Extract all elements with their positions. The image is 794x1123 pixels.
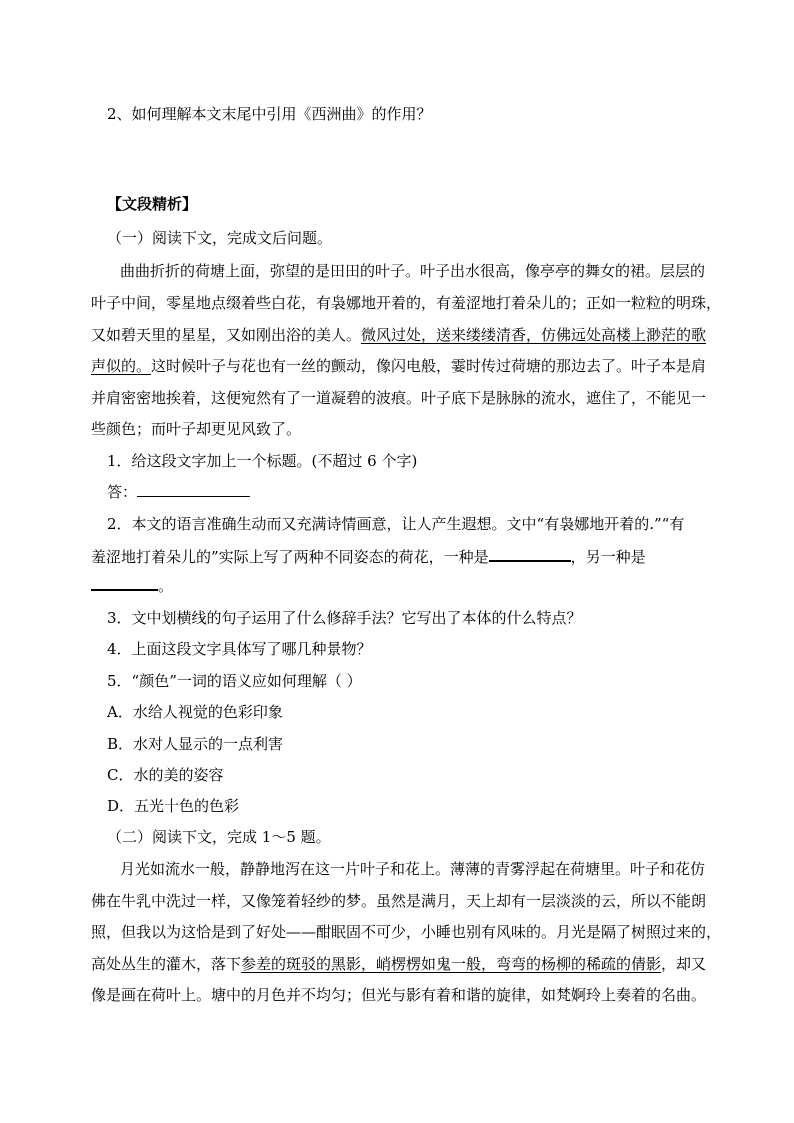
underlined-sentence-part1: 微风过处，送来缕缕清香，仿佛远处高楼上渺茫的歌 bbox=[361, 326, 707, 344]
answer-1 bbox=[107, 482, 250, 502]
passage1-line5: 并肩密密地挨着，这便宛然有了一道凝碧的波痕。叶子底下是脉脉的流水，遮住了，不能见一 bbox=[91, 389, 707, 407]
passage2-underlined: 参差的斑驳的黑影，峭楞楞如鬼一般，弯弯的杨柳的稀疏的倩影 bbox=[241, 955, 662, 973]
passage1-line1: 曲曲折折的荷塘上面，弥望的是田田的叶子。叶子出水很高，像亭亭的舞女的裙。层层的 bbox=[120, 262, 706, 280]
question-prev: 2、如何理解本文末尾中引用《西洲曲》的作用？ bbox=[107, 105, 432, 123]
passage1-line4-text: 这时候叶子与花也有一丝的颤动，像闪电般，霎时传过荷塘的那边去了。叶子本是肩 bbox=[151, 357, 707, 375]
option-d: D．五光十色的色彩 bbox=[107, 797, 240, 815]
passage2-line3: 照，但我以为这恰是到了好处——酣眠固不可少，小睡也别有风味的。月光是隔了树照过来的， bbox=[91, 923, 722, 941]
passage1-line3-text: 又如碧天里的星星，又如刚出浴的美人。 bbox=[91, 326, 362, 344]
passage1-line6: 些颜色；而叶子却更见风致了。 bbox=[91, 420, 302, 438]
question-2-line2 bbox=[91, 546, 646, 567]
part1-intro: （一）阅读下文，完成文后问题。 bbox=[107, 229, 333, 247]
option-a: A．水给人视觉的色彩印象 bbox=[107, 703, 283, 721]
question-2-end: 。 bbox=[158, 577, 174, 595]
section-title: 【文段精析】 bbox=[107, 195, 198, 213]
passage1-line3 bbox=[91, 325, 706, 345]
question-2-text-b: ，另一种是 bbox=[570, 548, 646, 566]
option-b: B．水对人显示的一点利害 bbox=[107, 735, 284, 753]
passage1-line4 bbox=[91, 356, 706, 376]
passage2-line4 bbox=[91, 954, 706, 974]
passage2-line4-text-a: 高处丛生的灌木，落下 bbox=[91, 955, 242, 973]
answer-1-blank[interactable] bbox=[137, 482, 250, 497]
part2-intro: （二）阅读下文，完成 1～5 题。 bbox=[107, 828, 331, 846]
passage2-line2: 佛在牛乳中洗过一样，又像笼着轻纱的梦。虽然是满月，天上却有一层淡淡的云，所以不能朗 bbox=[91, 892, 707, 910]
question-5: 5．“颜色”一词的语义应如何理解（ ） bbox=[107, 672, 362, 690]
underlined-sentence-part2: 声似的。 bbox=[91, 357, 152, 375]
passage2-line5: 像是画在荷叶上。塘中的月色并不均匀；但光与影有着和谐的旋律，如梵婀玲上奏着的名曲。 bbox=[91, 986, 707, 1004]
question-2-blank-2[interactable] bbox=[91, 575, 158, 591]
option-c: C．水的美的姿容 bbox=[107, 766, 224, 784]
question-2-blank-1[interactable] bbox=[489, 546, 571, 562]
question-2-line1: 2．本文的语言准确生动而又充满诗情画意，让人产生遐想。文中“有袅娜地开着的.”“有 bbox=[107, 515, 685, 533]
passage2-line4-text-b: ，却又 bbox=[661, 955, 707, 973]
question-4: 4．上面这段文字具体写了哪几种景物？ bbox=[107, 640, 372, 658]
question-3: 3．文中划横线的句子运用了什么修辞手法？它写出了本体的什么特点？ bbox=[107, 609, 582, 627]
answer-1-label: 答： bbox=[107, 483, 138, 501]
question-2-text-a: 羞涩地打着朵儿的”实际上写了两种不同姿态的荷花，一种是 bbox=[91, 548, 489, 566]
passage1-line2: 叶子中间，零星地点缀着些白花，有袅娜地开着的，有羞涩地打着朵儿的；正如一粒粒的明珠， bbox=[91, 294, 722, 312]
question-1: 1．给这段文字加上一个标题。(不超过 6 个字) bbox=[107, 452, 418, 470]
question-2-line3 bbox=[91, 575, 173, 596]
passage2-line1: 月光如流水一般，静静地泻在这一片叶子和花上。薄薄的青雾浮起在荷塘里。叶子和花仿 bbox=[120, 860, 706, 878]
